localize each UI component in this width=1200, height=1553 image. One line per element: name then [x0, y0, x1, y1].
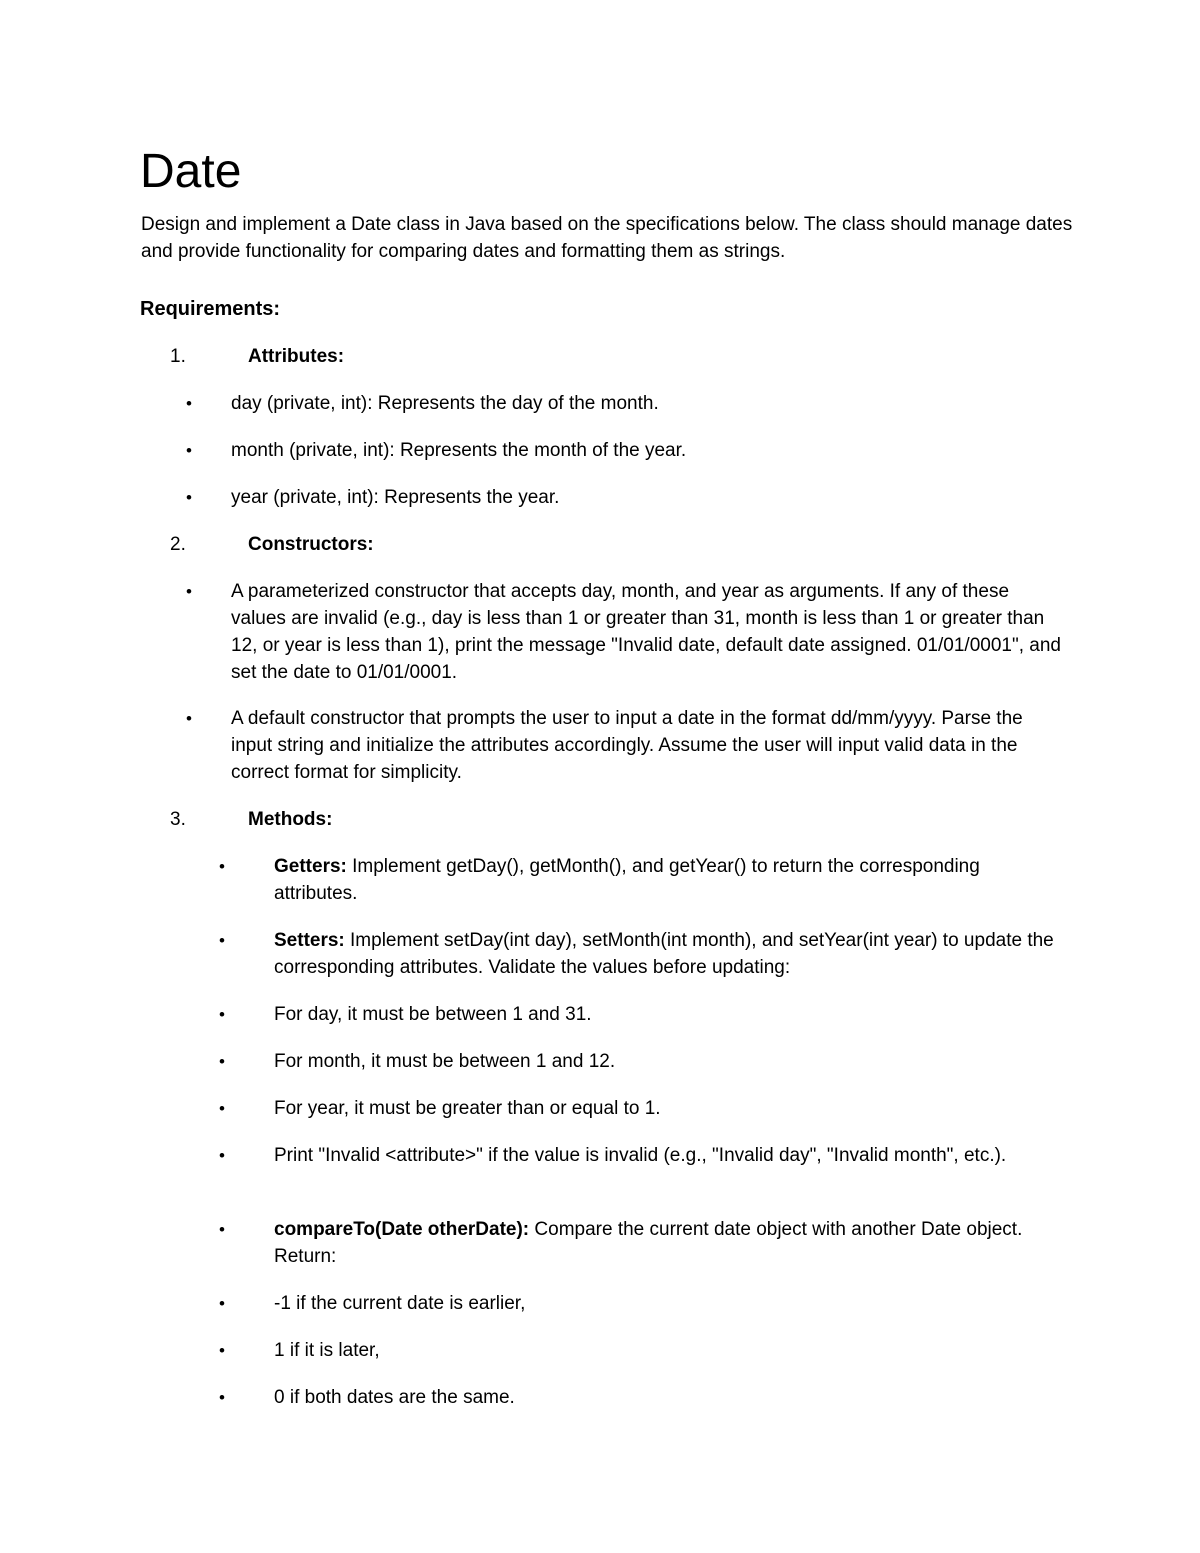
bullet: •	[219, 1388, 225, 1407]
list-item	[274, 1048, 1054, 1075]
item-text: Compare the current date object with another Date object. Return:	[274, 1219, 1023, 1267]
item-bold: compareTo(Date otherDate):	[274, 1219, 530, 1240]
item-bold: Setters:	[274, 930, 345, 951]
list-item: year (private, int): Represents the year.	[231, 487, 560, 508]
bullet: •	[219, 1220, 225, 1239]
list-item	[274, 1384, 1054, 1411]
page-title: Date	[140, 145, 242, 198]
list-item-getters	[274, 853, 1054, 907]
section-number: 2.	[170, 534, 186, 555]
bullet: •	[219, 1005, 225, 1024]
list-item	[274, 1290, 1054, 1317]
item-text: 0 if both dates are the same.	[274, 1387, 515, 1408]
list-item-setters	[274, 927, 1054, 981]
list-item: month (private, int): Represents the month of the year.	[231, 440, 687, 461]
list-item-compareto	[274, 1216, 1054, 1270]
bullet: •	[219, 1099, 225, 1118]
bullet: •	[186, 709, 192, 728]
item-text: For month, it must be between 1 and 12.	[274, 1051, 616, 1072]
item-text: For year, it must be greater than or equal to 1.	[274, 1098, 661, 1119]
bullet: •	[219, 931, 225, 950]
list-item: day (private, int): Represents the day of the month.	[231, 393, 659, 414]
item-bold: Getters:	[274, 856, 347, 877]
list-item	[274, 1142, 1054, 1169]
bullet: •	[186, 394, 192, 413]
list-item	[274, 1001, 1054, 1028]
list-item	[274, 1337, 1054, 1364]
bullet: •	[186, 582, 192, 601]
list-item: A parameterized constructor that accepts day, month, and year as arguments. If any of these values are invalid (e.g., day is less than 1 or greater than 31, month is less than 1 or greater than 12, or year is less than 1), print the message "Invalid date, default date assigned. 01/01/0001", and set the date to 01/01/0001.	[231, 581, 1061, 683]
requirements-heading: Requirements:	[140, 298, 281, 320]
section-label-constructors: Constructors:	[248, 534, 374, 555]
item-text: Implement getDay(), getMonth(), and getYear() to return the corresponding attributes.	[274, 856, 980, 904]
section-label-attributes: Attributes:	[248, 346, 345, 367]
item-text: For day, it must be between 1 and 31.	[274, 1004, 592, 1025]
item-text: Implement setDay(int day), setMonth(int month), and setYear(int year) to update the corresponding attributes. Validate the values before updating:	[274, 930, 1054, 978]
bullet: •	[219, 1294, 225, 1313]
item-text: 1 if it is later,	[274, 1340, 380, 1361]
item-text: -1 if the current date is earlier,	[274, 1293, 526, 1314]
bullet: •	[219, 857, 225, 876]
bullet: •	[219, 1052, 225, 1071]
item-text: Print "Invalid <attribute>" if the value is invalid (e.g., "Invalid day", "Invalid month", etc.).	[274, 1145, 1007, 1166]
bullet: •	[186, 488, 192, 507]
section-number: 3.	[170, 809, 186, 830]
bullet: •	[219, 1146, 225, 1165]
bullet: •	[186, 441, 192, 460]
list-item	[274, 1095, 1054, 1122]
list-item: A default constructor that prompts the user to input a date in the format dd/mm/yyyy. Parse the input string and initialize the attributes accordingly. Assume the user will input valid data in the correct format for simplicity.	[231, 708, 1023, 783]
section-number: 1.	[170, 346, 186, 367]
bullet: •	[219, 1341, 225, 1360]
intro-paragraph: Design and implement a Date class in Java based on the specifications below. The class should manage dates and provide functionality for comparing dates and formatting them as strings.	[141, 214, 1073, 262]
section-label-methods: Methods:	[248, 809, 333, 830]
